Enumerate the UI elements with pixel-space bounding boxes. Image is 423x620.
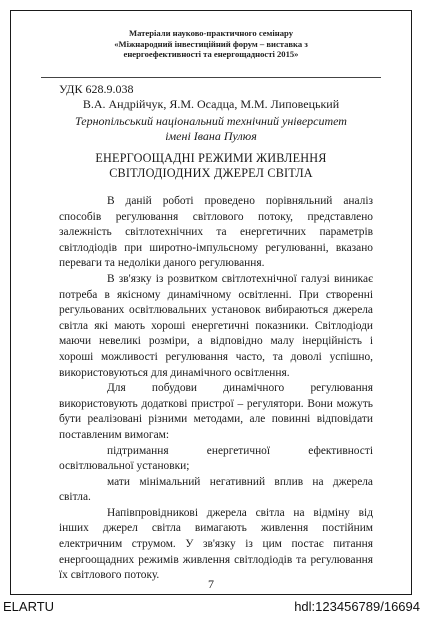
requirement-item-2: мати мінімальний негативний вплив на джерела світла.: [59, 475, 373, 504]
title-line-1: ЕНЕРГООЩАДНІ РЕЖИМИ ЖИВЛЕННЯ: [95, 151, 327, 165]
paragraph-3: Для побудови динамічного регулювання використовують додаткові пристрої – регулятори. Вони можуть бути реалізовані різними методами, але повинні відповідати поставленим вимогам:: [59, 382, 373, 441]
document-page: [10, 10, 412, 595]
affiliation-line-2: імені Івана Пулюя: [165, 129, 257, 143]
page-number: 7: [208, 577, 214, 591]
seminar-header: [11, 28, 411, 60]
paragraph-4: Напівпровідникові джерела світла на відміну від інших джерел світла вимагають живлення постійним електричним струмом. У зв'язку із цим постає питання енергоощадних режимів живлення світлодіодів та регулювання їх світлового потоку.: [59, 506, 373, 582]
footer-bar: [0, 596, 423, 620]
header-line-1: Матеріали науково-практичного семінару: [128, 28, 294, 38]
affiliation: [11, 114, 411, 144]
paragraph-2: В зв'язку із розвитком світлотехнічної галузі виникає потреба в якісному динамічному освітленні. При створенні регульованих освітлювальних установок вибираються джерела світла які мають хороші енергетичні показники. Світлодіоди маючи невеликі розміри, а відповідно малу інерційність і хороші можливості регулювання часто, та доволі успішно, використовуються для динамічного освітлення.: [59, 272, 373, 379]
header-line-2: «Міжнародний інвестиційний форум – виставка з: [114, 38, 308, 49]
authors: В.А. Андрійчук, Я.М. Осадца, М.М. Липовецький: [82, 97, 340, 111]
title-line-2: СВІТЛОДІОДНИХ ДЖЕРЕЛ СВІТЛА: [109, 166, 313, 180]
handle-identifier: hdl:123456789/16694: [294, 599, 420, 614]
requirement-item-1: підтримання енергетичної ефективності освітлювальної установки;: [59, 444, 373, 473]
udk-code: УДК 628.9.038: [59, 82, 134, 96]
affiliation-line-1: Тернопільський національний технічний університет: [75, 114, 347, 128]
paragraph-1: В даній роботі проведено порівняльний аналіз способів регулювання світлового потоку, представлено залежність світлотехнічних та енергетичних параметрів світлодіодів при широтно-імпульсному регулюванні, вказано переваги та недоліки даного регулювання.: [59, 195, 373, 270]
paper-title: [11, 151, 411, 181]
header-divider: [41, 77, 381, 78]
body-text: [59, 194, 373, 584]
header-line-3: енергоефективності та енергощадності 2015»: [123, 49, 299, 60]
repository-label: ELARTU: [3, 599, 55, 614]
